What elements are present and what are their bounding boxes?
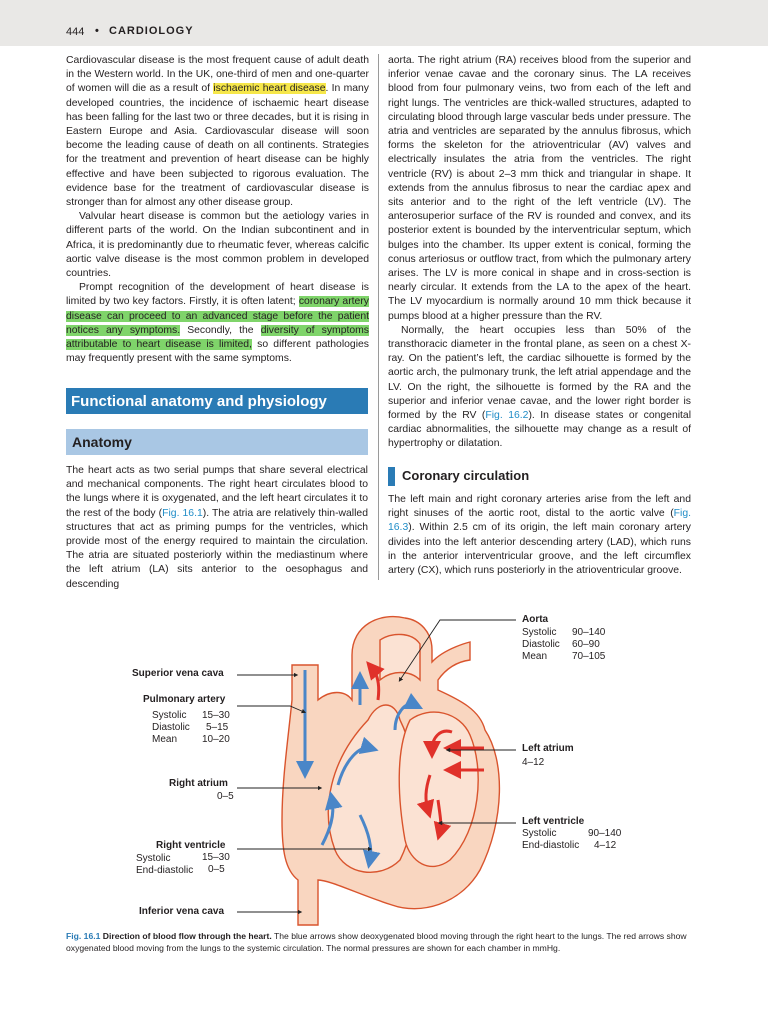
lv-enddiastolic-value: 4–12 — [594, 840, 617, 851]
left-column — [66, 54, 369, 366]
header-bullet: • — [95, 25, 99, 37]
heart-diagram — [0, 590, 768, 930]
subsection-heading: Anatomy — [66, 429, 368, 455]
figure-caption — [66, 930, 706, 954]
caption-figure-number: Fig. 16.1 — [66, 931, 101, 941]
pa-systolic-value: 15–30 — [202, 710, 230, 721]
rv-systolic-label: Systolic — [136, 853, 171, 864]
pa-diastolic-label: Diastolic — [152, 722, 190, 733]
highlight-green[interactable]: coronary artery disease can proceed to an advanced stage before the patient notices any symptoms. — [66, 296, 369, 336]
paragraph: aorta. The right atrium (RA) receives blood from the superior and inferior venae cavae and the coronary sinus. The LA receives blood from four pulmonary veins, two from each of the left and right lungs. The ventricles are thick-walled structures, adapted to circulating blood through large vascular beds under pressure. The atria and ventricles are separated by the annulus fibrosus, which forms the skeleton for the atrioventricular (AV) valves and electrically insulates the atria from the ventricles. The right ventricle (RV) is about 2–3 mm thick and triangular in shape. It extends from the annulus fibrosus to near the cardiac apex and sits anterior and to the right of the left ventricle (LV). The anterosuperior surface of the RV is rounded and convex, and its posterior extent is bounded by the interventricular septum, which bulges into the chamber. Its upper extent is conical, forming the conus arteriosus or outflow tract, from which the pulmonary artery arises. The LV is more conical in shape and in cross-section is nearly circular. It extends from the LA to the apex of the heart. The LV myocardium is normally around 10 mm thick because it pumps blood at a higher pressure than the RV. — [388, 55, 691, 322]
running-header-bar — [0, 0, 768, 46]
rv-enddiastolic-value: 0–5 — [208, 864, 225, 875]
figure-link[interactable]: Fig. 16.2 — [485, 410, 529, 422]
pa-label: Pulmonary artery — [143, 694, 226, 705]
caption-text: The blue arrows show deoxygenated blood moving through the right heart to the lungs. The red arrows show oxygenated blood moving from the lungs to the systemic circulation. The normal pressures are shown for each chamber in mmHg. — [66, 931, 687, 953]
page-number: 444 — [66, 26, 85, 38]
paragraph: Cardiovascular disease is the most frequent cause of adult death in the Western world. In the UK, one-third of men and one-quarter of women will die as a result of ischaemic heart disease. In many developed countries, the incidence of ischaemic heart disease has been falling for the last two or three decades, but it is rising in Eastern Europe and Asia. Cardiovascular disease will soon become the leading cause of death on all continents. Strategies for the treatment and prevention of heart disease can be highly effective and have been subjected to rigorous evaluation. The evidence base for the treatment of cardiovascular disease is stronger than for almost any other disease group. — [66, 55, 369, 209]
section-heading: Functional anatomy and physiology — [66, 388, 368, 414]
rv-label: Right ventricle — [156, 840, 226, 851]
rv-systolic-value: 15–30 — [202, 852, 230, 863]
la-label: Left atrium — [522, 743, 574, 754]
aorta-diastolic-value: 60–90 — [572, 639, 600, 650]
ra-label: Right atrium — [169, 778, 228, 789]
lv-systolic-label: Systolic — [522, 828, 557, 839]
highlight-green[interactable]: diversity of symptoms attributable to heart disease is limited, — [66, 324, 369, 351]
anatomy-paragraph: The heart acts as two serial pumps that share several electrical and mechanical components. The right heart circulates blood to the lungs where it is oxygenated, and the left heart circulates it to the rest of the body (Fig. 16.1). The atria are relatively thin-walled structures that act as priming pumps for the ventricles, which provide most of the energy required to maintain the circulation. The atria are situated posteriorly within the mediastinum where the left atrium (LA) sits anterior to the oesophagus and descending — [66, 465, 368, 590]
lv-enddiastolic-label: End-diastolic — [522, 840, 580, 851]
lv-systolic-value: 90–140 — [588, 828, 622, 839]
heart-figure — [0, 590, 768, 930]
running-head: CARDIOLOGY — [109, 25, 194, 37]
aorta-pressures: Systolic — [522, 627, 557, 638]
rv-enddiastolic-label: End-diastolic — [136, 865, 194, 876]
heading-marker — [388, 467, 395, 486]
figure-link[interactable]: Fig. 16.1 — [162, 507, 203, 519]
pa-mean-value: 10–20 — [202, 734, 230, 745]
coronary-paragraph: The left main and right coronary arteries arise from the left and right sinuses of the aortic root, distal to the aortic valve (Fig. 16.3). Within 2.5 cm of its origin, the left main coronary artery divides into the left anterior descending artery (LAD), which runs in the anterior interventricular groove, and the left circumflex artery (CX), which runs posteriorly in the atrioventricular groove. — [388, 494, 691, 577]
highlight-yellow[interactable]: ischaemic heart disease — [213, 83, 326, 95]
figure-link[interactable]: Fig. 16.3 — [388, 508, 691, 534]
caption-title: Direction of blood flow through the heart. — [102, 931, 272, 941]
lv-label: Left ventricle — [522, 816, 585, 827]
paragraph: Normally, the heart occupies less than 50% of the transthoracic diameter in the frontal plane, as seen on a chest X-ray. On the patient’s left, the cardiac silhouette is formed by the aortic arch, the pulmonary trunk, the left atrial appendage and the LV. On the right, the silhouette is formed by the RA and the superior and inferior venae cavae, and the lower right border is formed by the RV (Fig. 16.2). In disease states or congenital cardiac abnormalities, the silhouette may change as a result of hypertrophy or dilatation. — [388, 324, 692, 450]
aorta-diastolic-label: Diastolic — [522, 639, 560, 650]
ivc-label: Inferior vena cava — [139, 906, 225, 917]
right-column — [388, 54, 691, 452]
aorta-mean-label: Mean — [522, 651, 548, 662]
paragraph: Valvular heart disease is common but the aetiology varies in different parts of the world. On the Indian subcontinent and in Africa, it is predominantly due to rheumatic fever, whereas calcific aortic valve disease is the most common problem in developed countries. — [66, 211, 369, 280]
aorta-mean-value: 70–105 — [572, 651, 606, 662]
svc-label: Superior vena cava — [132, 668, 224, 679]
aorta-systolic-value: 90–140 — [572, 627, 606, 638]
paragraph: Prompt recognition of the development of heart disease is limited by two key factors. Firstly, it is often latent; coronary artery disease can proceed to an advanced stage before the patient notices any symptoms. Secondly, the diversity of symptoms attributable to heart disease is limited, so different pathologies may frequently present with the same symptoms. — [66, 282, 369, 365]
aorta-label: Aorta — [522, 614, 549, 625]
la-value: 4–12 — [522, 757, 545, 768]
pa-mean-label: Mean — [152, 734, 178, 745]
ra-value: 0–5 — [217, 791, 234, 802]
subsection-heading: Coronary circulation — [402, 468, 530, 483]
column-divider — [378, 54, 379, 580]
pa-diastolic-value: 5–15 — [206, 722, 229, 733]
pa-systolic-label: Systolic — [152, 710, 187, 721]
